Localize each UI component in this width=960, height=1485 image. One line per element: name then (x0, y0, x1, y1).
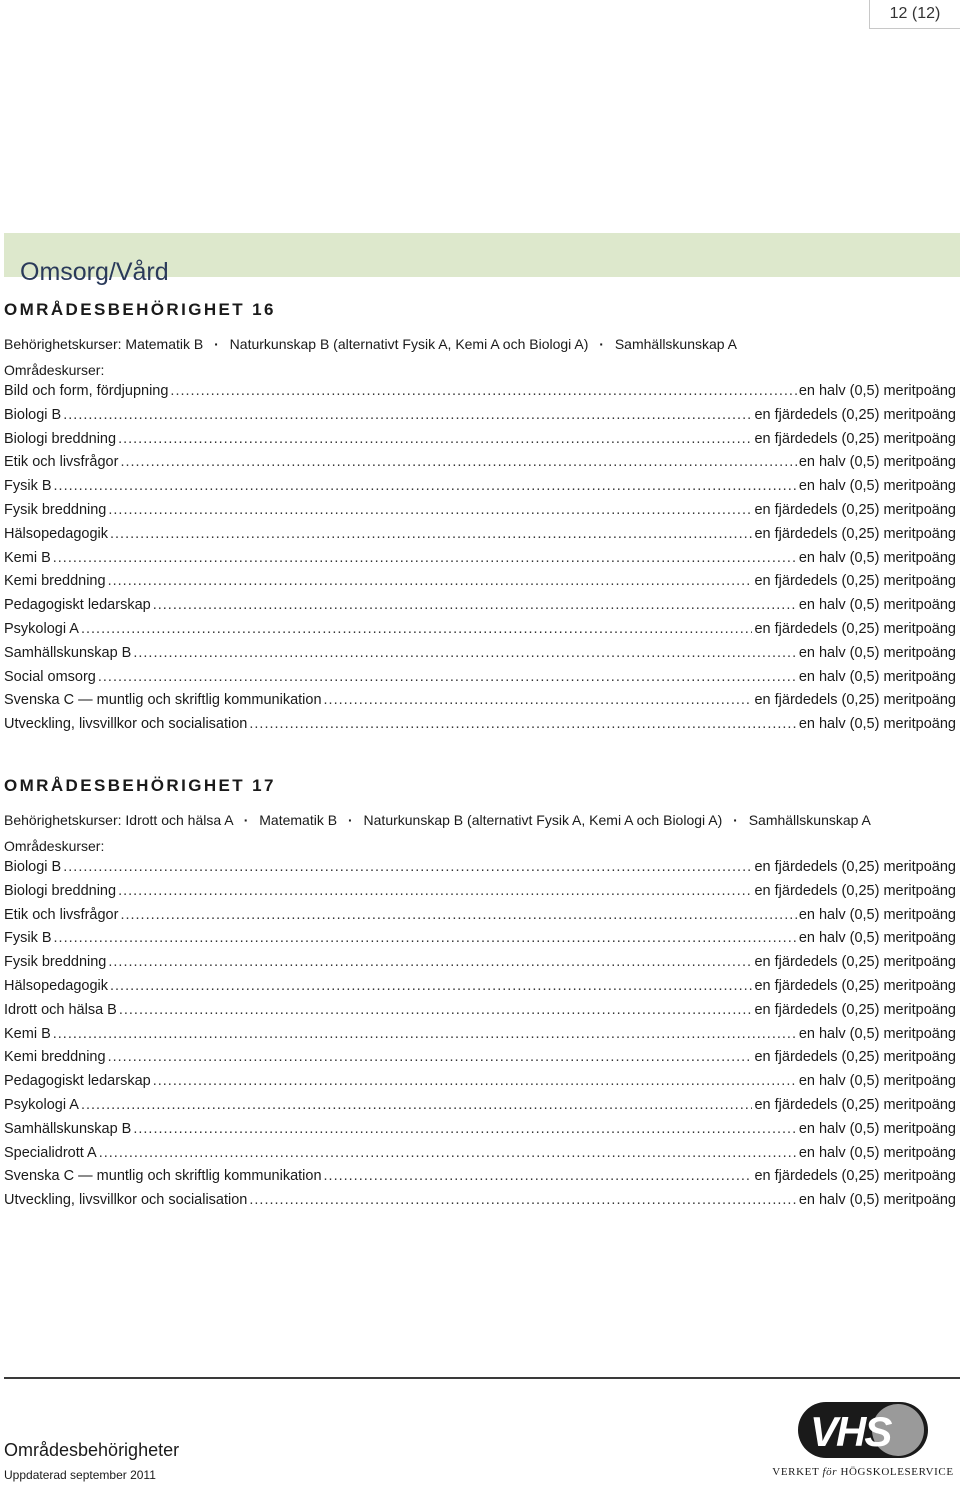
course-name: Kemi B (4, 1025, 51, 1042)
course-name: Fysik B (4, 478, 52, 495)
course-list (4, 859, 956, 1216)
course-row (4, 1168, 956, 1192)
course-name: Utveckling, livsvillkor och socialisation (4, 1192, 248, 1209)
merit-value: en halv (0,5) meritpoäng (798, 478, 956, 495)
course-row (4, 1026, 956, 1050)
course-name: Specialidrott A (4, 1144, 97, 1161)
merit-value: en fjärdedels (0,25) meritpoäng (754, 954, 956, 971)
course-row (4, 621, 956, 645)
dot-leader (54, 478, 797, 494)
course-row (4, 883, 956, 907)
course-name: Biologi breddning (4, 430, 117, 447)
merit-value: en fjärdedels (0,25) meritpoäng (754, 692, 956, 709)
merit-value: en fjärdedels (0,25) meritpoäng (754, 1096, 956, 1113)
course-name: Svenska C — muntlig och skriftlig kommunikation (4, 1168, 322, 1185)
course-row (4, 454, 956, 478)
bullet-separator: · (214, 336, 219, 352)
merit-value: en fjärdedels (0,25) meritpoäng (754, 620, 956, 637)
dot-leader (153, 1073, 797, 1089)
logo-subtitle (770, 1466, 956, 1478)
course-row (4, 692, 956, 716)
requirement-label: Behörighetskurser: (4, 336, 122, 352)
dot-leader (53, 550, 797, 566)
merit-value: en halv (0,5) meritpoäng (798, 1144, 956, 1161)
title-band (4, 233, 960, 286)
merit-value: en halv (0,5) meritpoäng (798, 597, 956, 614)
logo-subtitle-word: VERKET (772, 1466, 820, 1478)
merit-value: en fjärdedels (0,25) meritpoäng (754, 525, 956, 542)
course-name: Pedagogiskt ledarskap (4, 1073, 151, 1090)
course-row (4, 573, 956, 597)
dot-leader (110, 526, 752, 542)
course-row (4, 1192, 956, 1216)
logo-subtitle-word: HÖGSKOLESERVICE (840, 1466, 954, 1478)
page-title: Omsorg/Vård (20, 257, 169, 286)
dot-leader (53, 1026, 797, 1042)
course-name: Hälsopedagogik (4, 525, 108, 542)
dot-leader (119, 1002, 753, 1018)
dot-leader (108, 502, 752, 518)
course-row (4, 978, 956, 1002)
course-name: Kemi breddning (4, 573, 106, 590)
course-name: Bild och form, fördjupning (4, 383, 169, 399)
merit-value: en fjärdedels (0,25) meritpoäng (754, 1168, 956, 1185)
course-row (4, 407, 956, 431)
course-row (4, 502, 956, 526)
bullet-separator: · (599, 336, 604, 352)
course-row (4, 669, 956, 693)
merit-value: en halv (0,5) meritpoäng (798, 1025, 956, 1042)
section-heading: OMRÅDESBEHÖRIGHET 17 (4, 776, 276, 795)
requirement-label: Behörighetskurser: (4, 812, 122, 828)
course-name: Fysik breddning (4, 954, 107, 971)
course-row (4, 1145, 956, 1169)
course-row (4, 1097, 956, 1121)
merit-value: en halv (0,5) meritpoäng (798, 549, 956, 566)
course-name: Hälsopedagogik (4, 977, 108, 994)
course-name: Etik och livsfrågor (4, 454, 119, 471)
requirement-item: Matematik B (125, 336, 204, 352)
course-row (4, 550, 956, 574)
course-row (4, 431, 956, 455)
course-name: Kemi B (4, 549, 51, 566)
requirement-item: Samhällskunskap A (614, 336, 738, 352)
course-name: Svenska C — muntlig och skriftlig kommunikation (4, 692, 322, 709)
merit-value: en halv (0,5) meritpoäng (798, 716, 956, 733)
dot-leader (118, 883, 752, 899)
course-name: Idrott och hälsa B (4, 1001, 117, 1018)
dot-leader (324, 692, 753, 708)
page-number: 12 (12) (869, 0, 960, 29)
merit-value: en halv (0,5) meritpoäng (798, 906, 956, 923)
course-row (4, 1049, 956, 1073)
merit-value: en fjärdedels (0,25) meritpoäng (754, 882, 956, 899)
requirement-item: Samhällskunskap A (748, 812, 871, 828)
merit-value: en fjärdedels (0,25) meritpoäng (754, 859, 956, 875)
course-row (4, 1073, 956, 1097)
course-row (4, 1121, 956, 1145)
course-name: Samhällskunskap B (4, 1120, 132, 1137)
dot-leader (99, 1145, 797, 1161)
course-name: Fysik breddning (4, 501, 107, 518)
dot-leader (249, 716, 796, 732)
dot-leader (98, 669, 797, 685)
requirement-item: Idrott och hälsa A (125, 812, 233, 828)
footer-updated-date: Uppdaterad september 2011 (4, 1468, 156, 1482)
course-name: Pedagogiskt ledarskap (4, 597, 151, 614)
vhs-logo-mark (770, 1396, 956, 1464)
dot-leader (108, 954, 752, 970)
section-heading: OMRÅDESBEHÖRIGHET 16 (4, 300, 276, 319)
course-row (4, 645, 956, 669)
merit-value: en fjärdedels (0,25) meritpoäng (754, 406, 956, 423)
dot-leader (133, 645, 796, 661)
requirement-item: Naturkunskap B (alternativt Fysik A, Kemi A och Biologi A) (363, 812, 723, 828)
course-name: Psykologi A (4, 1096, 79, 1113)
course-name: Fysik B (4, 930, 52, 947)
merit-value: en fjärdedels (0,25) meritpoäng (754, 430, 956, 447)
logo-letters: VHS (810, 1408, 891, 1455)
merit-value: en halv (0,5) meritpoäng (798, 644, 956, 661)
course-row (4, 907, 956, 931)
dot-leader (63, 859, 752, 875)
course-name: Kemi breddning (4, 1049, 106, 1066)
dot-leader (108, 1049, 753, 1065)
merit-value: en halv (0,5) meritpoäng (798, 930, 956, 947)
course-row (4, 1002, 956, 1026)
course-name: Biologi B (4, 859, 62, 875)
dot-leader (108, 573, 753, 589)
bullet-separator: · (243, 812, 249, 828)
dot-leader (81, 621, 753, 637)
dot-leader (249, 1192, 796, 1208)
requirement-item: Matematik B (259, 812, 338, 828)
section-omradesbehorighet-17 (4, 772, 956, 1216)
merit-value: en fjärdedels (0,25) meritpoäng (754, 977, 956, 994)
course-row (4, 716, 956, 740)
course-name: Psykologi A (4, 620, 79, 637)
section-omradesbehorighet-16 (4, 296, 956, 740)
bullet-separator: · (347, 812, 353, 828)
merit-value: en halv (0,5) meritpoäng (798, 668, 956, 685)
dot-leader (133, 1121, 796, 1137)
courses-label: Områdeskurser: (4, 838, 105, 854)
course-name: Biologi B (4, 406, 62, 423)
logo-subtitle-word: för (822, 1466, 838, 1478)
dot-leader (120, 907, 796, 923)
course-row (4, 478, 956, 502)
dot-leader (81, 1097, 753, 1113)
requirement-item: Naturkunskap B (alternativt Fysik A, Kemi A och Biologi A) (229, 336, 589, 352)
course-row (4, 859, 956, 883)
dot-leader (54, 930, 797, 946)
bullet-separator: · (733, 812, 738, 828)
merit-value: en halv (0,5) meritpoäng (798, 454, 956, 471)
dot-leader (153, 597, 797, 613)
course-row (4, 930, 956, 954)
courses-label: Områdeskurser: (4, 362, 105, 378)
course-row (4, 597, 956, 621)
course-list (4, 383, 956, 740)
dot-leader (170, 383, 796, 399)
course-name: Etik och livsfrågor (4, 906, 119, 923)
merit-value: en halv (0,5) meritpoäng (798, 1073, 956, 1090)
merit-value: en fjärdedels (0,25) meritpoäng (754, 573, 956, 590)
merit-value: en fjärdedels (0,25) meritpoäng (754, 1001, 956, 1018)
requirement-courses (4, 334, 956, 354)
course-name: Social omsorg (4, 668, 96, 685)
dot-leader (324, 1168, 753, 1184)
merit-value: en halv (0,5) meritpoäng (798, 1192, 956, 1209)
footer-divider (4, 1377, 960, 1379)
footer-title: Områdesbehörigheter (4, 1440, 180, 1460)
merit-value: en halv (0,5) meritpoäng (798, 383, 956, 399)
dot-leader (63, 407, 752, 423)
merit-value: en fjärdedels (0,25) meritpoäng (754, 1049, 956, 1066)
vhs-logo (770, 1396, 956, 1482)
course-row (4, 526, 956, 550)
course-name: Utveckling, livsvillkor och socialisation (4, 716, 248, 733)
course-name: Samhällskunskap B (4, 644, 132, 661)
dot-leader (120, 454, 796, 470)
dot-leader (118, 431, 752, 447)
course-name: Biologi breddning (4, 882, 117, 899)
course-row (4, 954, 956, 978)
requirement-courses (4, 810, 956, 830)
course-row (4, 383, 956, 407)
merit-value: en fjärdedels (0,25) meritpoäng (754, 501, 956, 518)
merit-value: en halv (0,5) meritpoäng (798, 1120, 956, 1137)
dot-leader (110, 978, 752, 994)
